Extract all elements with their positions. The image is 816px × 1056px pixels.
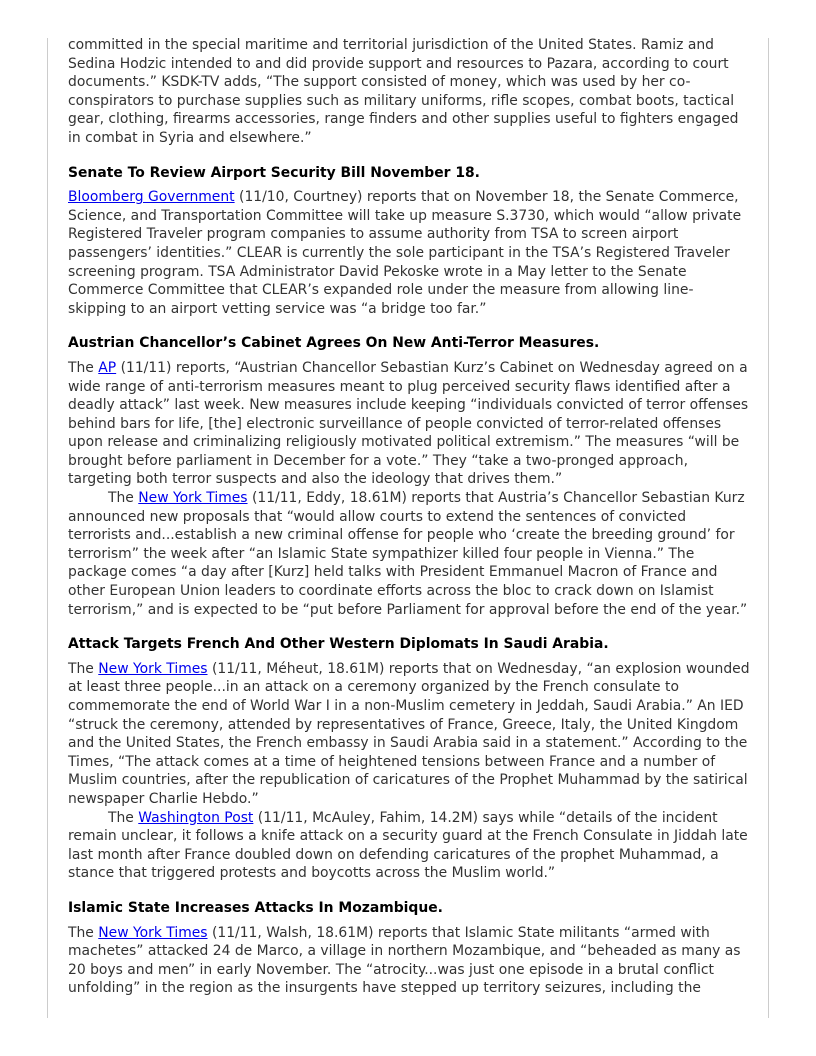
article-title-austrian-anti-terror: Austrian Chancellor’s Cabinet Agrees On New Anti-Terror Measures. <box>68 335 600 352</box>
source-link-new-york-times[interactable]: New York Times <box>138 490 248 507</box>
article-paragraph: Bloomberg Government (11/10, Courtney) reports that on November 18, the Senate Commerce, Science, and Transportation Committee will take up measure S.3730, which would “allow private Registered Traveler program companies to assume authority from TSA to screen airport passengers’ identities.” CLEAR is currently the sole participant in the TSA’s Registered Traveler screening program. TSA Administrator David Pekoske wrote in a May letter to the Senate Commerce Committee that CLEAR’s expanded role under the measure from allowing line-skipping to an airport vetting service was “a bridge too far.” <box>68 189 742 317</box>
article-title-saudi-arabia-attack: Attack Targets French And Other Western Diplomats In Saudi Arabia. <box>68 636 609 653</box>
source-link-bloomberg-government[interactable]: Bloomberg Government <box>68 189 235 206</box>
article-title-mozambique: Islamic State Increases Attacks In Mozambique. <box>68 899 443 916</box>
left-margin-rule <box>47 38 48 1018</box>
source-link-new-york-times[interactable]: New York Times <box>98 924 208 941</box>
article-paragraph: The New York Times (11/11, Eddy, 18.61M) reports that Austria’s Chancellor Sebastian Kurz announced new proposals that “would allow courts to extend the sentences of convicted terrorists and...establish a new criminal offense for people who ‘create the breeding ground’ for terrorism” the week after “an Islamic State sympathizer killed four people in Vienna.” The package comes “a day after [Kurz] held talks with President Emmanuel Macron of France and other European Union leaders to coordinate efforts across the bloc to crack down on Islamist terrorism,” and is expected to be “put before Parliament for approval before the end of the year.” <box>68 490 748 618</box>
article-title-airport-security: Senate To Review Airport Security Bill November 18. <box>68 164 480 181</box>
article-paragraph: The New York Times (11/11, Méheut, 18.61M) reports that on Wednesday, “an explosion wounded at least three people...in an attack on a ceremony organized by the French consulate to commemorate the end of World War I in a non-Muslim cemetery in Jeddah, Saudi Arabia.” An IED “struck the ceremony, attended by representatives of France, Greece, Italy, the United Kingdom and the United States, the French embassy in Saudi Arabia said in a statement.” According to the Times, “The attack comes at a time of heightened tensions between France and a number of Muslim countries, after the republication of caricatures of the Prophet Muhammad by the satirical newspaper Charlie Hebdo.” <box>68 660 750 807</box>
right-margin-rule <box>768 38 769 1018</box>
source-link-washington-post[interactable]: Washington Post <box>138 809 254 826</box>
document-body <box>68 36 750 998</box>
intro-paragraph: committed in the special maritime and territorial jurisdiction of the United States. Ramiz and Sedina Hodzic intended to and did provide support and resources to Pazara, according to court documents.” KSDK-TV adds, “The support consisted of money, which was used by her co-conspirators to purchase supplies such as military uniforms, rifle scopes, combat boots, tactical gear, clothing, firearms accessories, range finders and other supplies useful to fighters engaged in combat in Syria and elsewhere.” <box>68 37 739 146</box>
source-link-new-york-times[interactable]: New York Times <box>98 660 208 677</box>
article-paragraph: The Washington Post (11/11, McAuley, Fahim, 14.2M) says while “details of the incident remain unclear, it follows a knife attack on a security guard at the French Consulate in Jiddah late last month after France doubled down on defending caricatures of the prophet Muhammad, a stance that triggered protests and boycotts across the Muslim world.” <box>68 809 748 882</box>
article-paragraph: The AP (11/11) reports, “Austrian Chancellor Sebastian Kurz’s Cabinet on Wednesday agreed on a wide range of anti-terrorism measures meant to plug perceived security flaws identified after a deadly attack” last week. New measures include keeping “individuals convicted of terror offenses behind bars for life, [the] electronic surveillance of people convicted of terror-related offenses upon release and criminalizing religiously motivated political extremism.” The measures “will be brought before parliament in December for a vote.” They “take a two-pronged approach, targeting both terror suspects and also the ideology that drives them.” <box>68 359 749 488</box>
article-paragraph: The New York Times (11/11, Walsh, 18.61M) reports that Islamic State militants “armed with machetes” attacked 24 de Marco, a village in northern Mozambique, and “beheaded as many as 20 boys and men” in early November. The “atrocity...was just one episode in a brutal conflict unfolding” in the region as the insurgents have stepped up territory seizures, including the <box>68 924 741 997</box>
source-link-ap[interactable]: AP <box>98 359 117 376</box>
